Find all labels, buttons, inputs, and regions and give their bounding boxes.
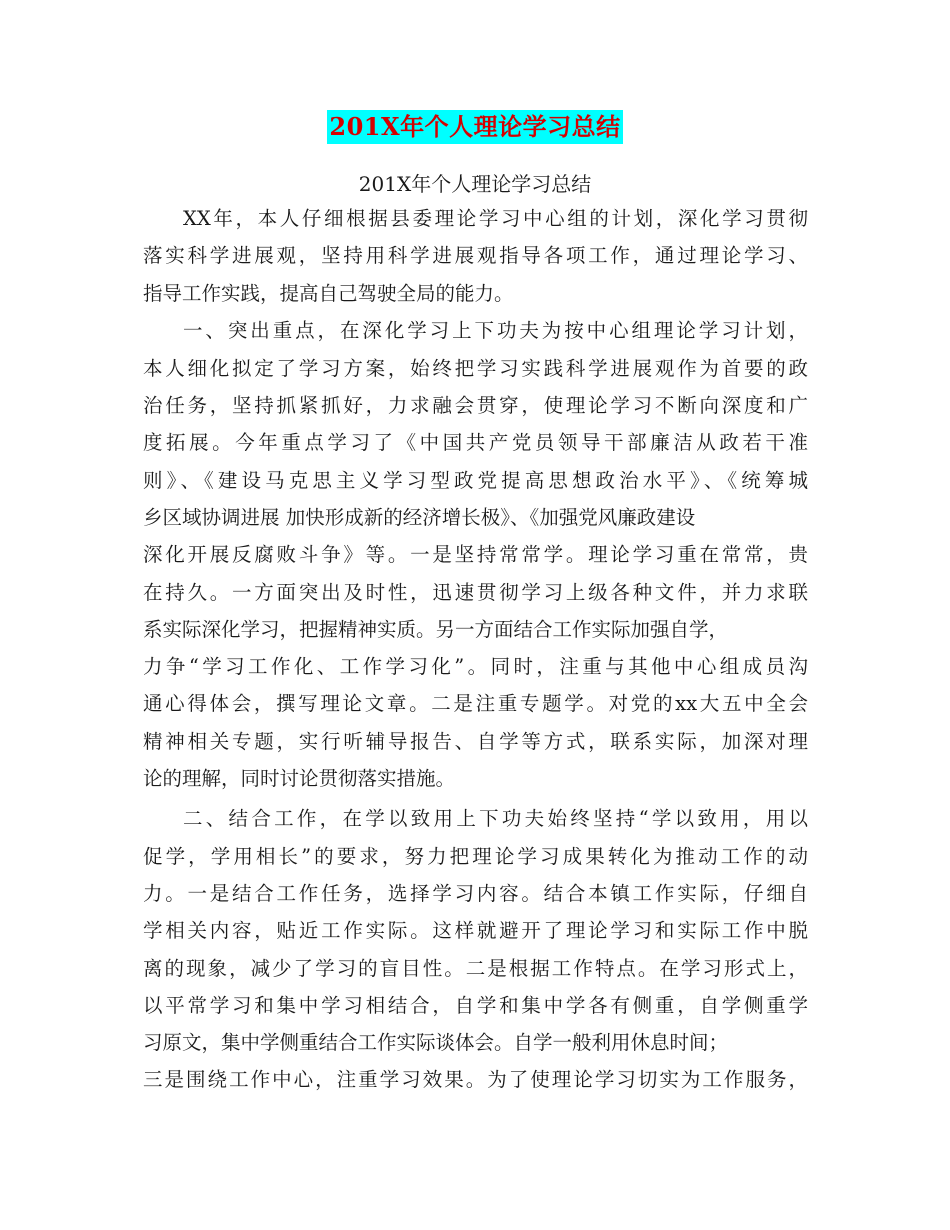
text-line: 在持久。一方面突出及时性，迅速贯彻学习上级各种文件，并力求联 bbox=[143, 580, 808, 604]
document-body bbox=[143, 200, 808, 1099]
text-line: 力争“学习工作化、工作学习化”。同时，注重与其他中心组成员沟 bbox=[143, 655, 808, 679]
text-line: 通心得体会，撰写理论文章。二是注重专题学。对党的xx大五中全会 bbox=[143, 692, 808, 716]
title-container bbox=[0, 110, 950, 144]
text-line: XX年，本人仔细根据县委理论学习中心组的计划，深化学习贯彻 bbox=[183, 207, 808, 230]
text-line: 则》、《建设马克思主义学习型政党提高思想政治水平》、《统筹城 bbox=[143, 468, 808, 492]
paragraph bbox=[143, 312, 808, 797]
text-line: 系实际深化学习，把握精神实质。另一方面结合工作实际加强自学， bbox=[143, 617, 729, 641]
text-line: 度拓展。今年重点学习了《中国共产党员领导干部廉洁从政若干准 bbox=[143, 431, 808, 455]
text-line: 离的现象，减少了学习的盲目性。二是根据工作特点。在学习形式上， bbox=[143, 956, 808, 980]
text-line: 指导工作实践，提高自己驾驶全局的能力。 bbox=[143, 281, 514, 305]
text-line: 学相关内容，贴近工作实际。这样就避开了理论学习和实际工作中脱 bbox=[143, 919, 808, 943]
paragraph bbox=[143, 200, 808, 312]
text-line: 力。一是结合工作任务，选择学习内容。结合本镇工作实际，仔细自 bbox=[143, 881, 808, 905]
document-subtitle: 201X年个人理论学习总结 bbox=[358, 172, 592, 196]
paragraph bbox=[143, 800, 808, 1098]
document-title: 201X年个人理论学习总结 bbox=[327, 110, 622, 144]
text-line: 深化开展反腐败斗争》等。一是坚持常常学。理论学习重在常常，贵 bbox=[143, 543, 808, 567]
text-line: 一、突出重点，在深化学习上下功夫为按中心组理论学习计划， bbox=[183, 319, 808, 343]
text-line: 以平常学习和集中学习相结合，自学和集中学各有侧重，自学侧重学 bbox=[143, 993, 808, 1017]
text-line: 三是围绕工作中心，注重学习效果。为了使理论学习切实为工作服务， bbox=[143, 1068, 808, 1092]
text-line: 习原文，集中学侧重结合工作实际谈体会。自学一般利用休息时间； bbox=[143, 1031, 729, 1055]
text-line: 论的理解，同时讨论贯彻落实措施。 bbox=[143, 767, 456, 791]
text-line: 乡区域协调进展 加快形成新的经济增长极》、《加强党风廉政建设 bbox=[143, 505, 696, 529]
text-line: 促学，学用相长”的要求，努力把理论学习成果转化为推动工作的动 bbox=[143, 844, 808, 868]
text-line: 精神相关专题，实行听辅导报告、自学等方式，联系实际，加深对理 bbox=[143, 729, 808, 753]
text-line: 二、结合工作，在学以致用上下功夫始终坚持“学以致用，用以 bbox=[183, 807, 808, 831]
text-line: 本人细化拟定了学习方案，始终把学习实践科学进展观作为首要的政 bbox=[143, 356, 808, 380]
text-line: 治任务，坚持抓紧抓好，力求融会贯穿，使理论学习不断向深度和广 bbox=[143, 394, 808, 418]
text-line: 落实科学进展观，坚持用科学进展观指导各项工作，通过理论学习、 bbox=[143, 244, 808, 268]
